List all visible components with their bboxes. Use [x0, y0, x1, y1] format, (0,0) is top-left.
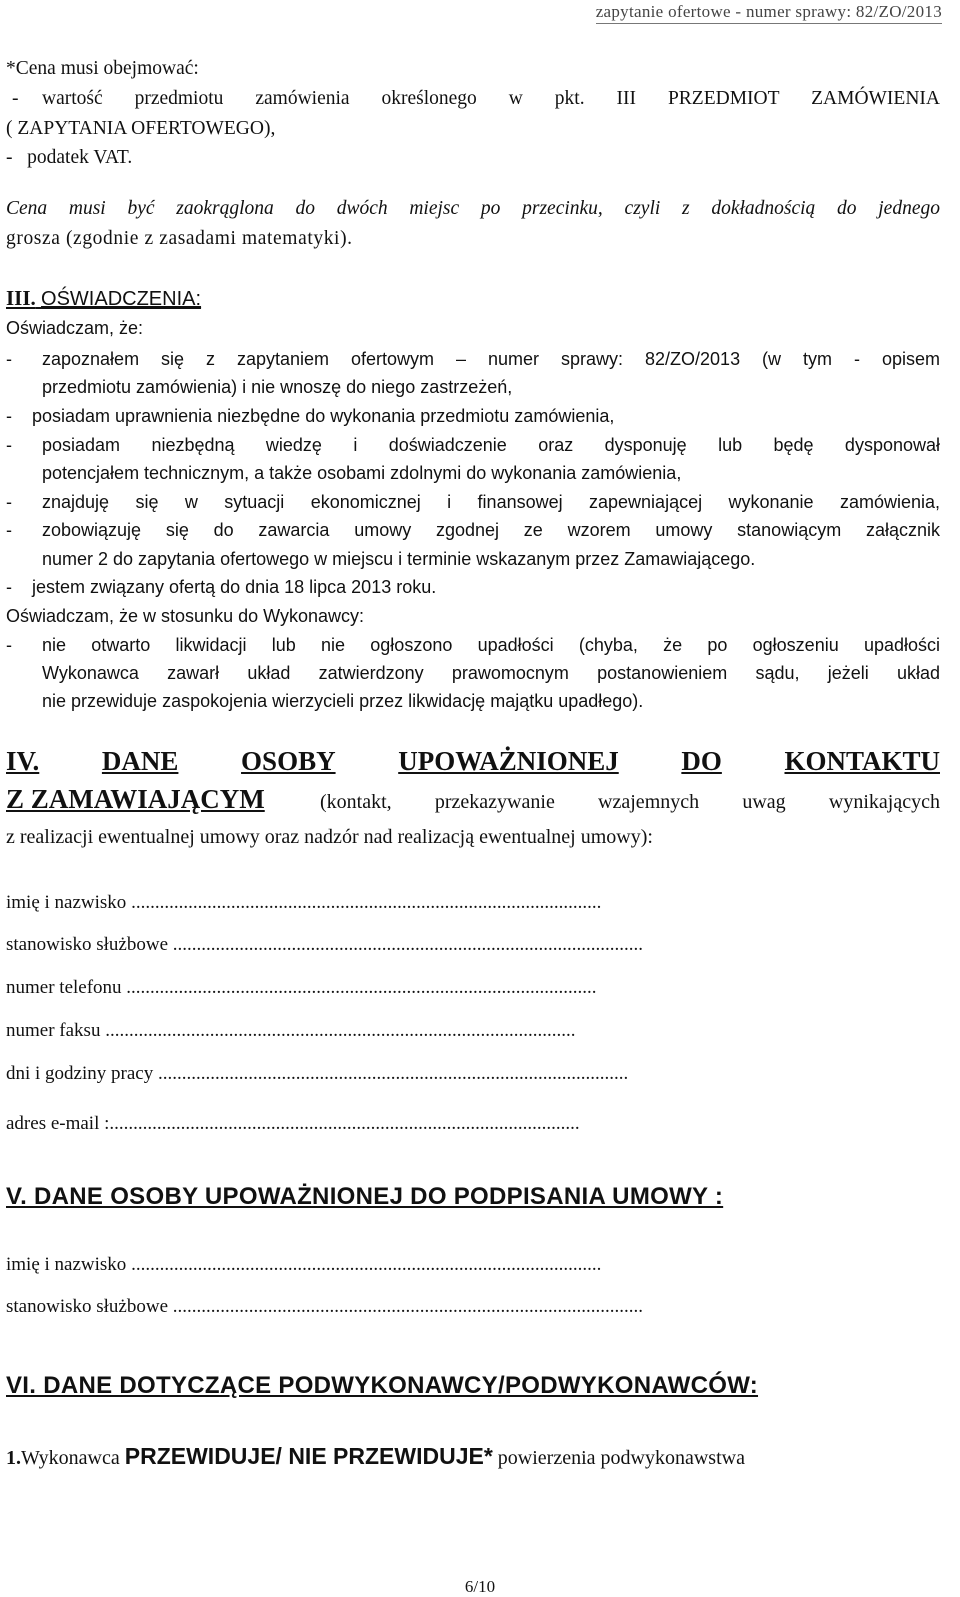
contractor-text-cont: Wykonawca zawarł układ zatwierdzony prawomocnym postanowieniem sądu, jeżeli układ — [42, 663, 940, 683]
field-dots: ................................................................................................... — [172, 934, 644, 955]
item-prefix: Wykonawca — [21, 1447, 120, 1469]
heading-word: DO — [681, 746, 722, 776]
declaration-text-cont: potencjałem technicznym, a także osobami zdolnymi do wykonania zamówienia, — [42, 463, 682, 483]
section-title: OŚWIADCZENIA: — [41, 288, 202, 310]
field-dots: ................................................................................................... — [126, 977, 597, 998]
field-label: stanowisko służbowe — [6, 1296, 169, 1317]
declaration-item: - jestem związany ofertą do dnia 18 lipca 2013 roku. — [6, 577, 437, 597]
declaration-text: znajduję się w sytuacji ekonomicznej i finansowej zapewniającej wykonanie zamówienia, — [42, 492, 940, 512]
subcontractor-item — [6, 1443, 745, 1470]
heading-word: KONTAKTU — [784, 746, 940, 776]
section-6-heading: VI. DANE DOTYCZĄCE PODWYKONAWCY/PODWYKONAWCÓW: — [6, 1372, 759, 1399]
contact-email-field[interactable] — [6, 1113, 930, 1135]
declaration-text: posiadam niezbędną wiedzę i doświadczenie oraz dysponuję lub będę dysponował — [42, 435, 940, 455]
running-header: zapytanie ofertowe - numer sprawy: 82/ZO/2013 — [596, 2, 942, 24]
section-4-description: (kontakt, przekazywanie wzajemnych uwag wynikających — [320, 791, 940, 813]
declaration-text: posiadam uprawnienia niezbędne do wykonania przedmiotu zamówienia, — [32, 406, 615, 426]
declaration-text: zapoznałem się z zapytaniem ofertowym – numer sprawy: 82/ZO/2013 (w tym - opisem — [42, 349, 940, 369]
contact-name-field[interactable] — [6, 892, 930, 914]
contact-fax-field[interactable] — [6, 1020, 930, 1042]
price-note-item-text: podatek VAT. — [27, 147, 133, 168]
field-dots: ................................................................................................... — [131, 892, 602, 913]
contact-phone-field[interactable] — [6, 977, 930, 999]
declaration-item: - posiadam uprawnienia niezbędne do wykonania przedmiotu zamówienia, — [6, 406, 615, 426]
declaration-text-cont: przedmiotu zamówienia) i nie wnoszę do niego zastrzeżeń, — [42, 377, 513, 397]
field-dots: ................................................................................................... — [105, 1020, 576, 1041]
field-dots: ................................................................................................... — [157, 1063, 629, 1084]
rounding-note-line: grosza (zgodnie z zasadami matematyki). — [6, 228, 353, 249]
section-5-heading: V. DANE OSOBY UPOWAŻNIONEJ DO PODPISANIA UMOWY : — [6, 1183, 724, 1210]
declaration-text: zobowiązuję się do zawarcia umowy zgodnej ze wzorem umowy stanowiącym załącznik — [42, 520, 940, 540]
field-label: dni i godziny pracy — [6, 1063, 154, 1084]
item-number: 1. — [6, 1447, 21, 1469]
section-4-heading-cont: Z ZAMAWIAJĄCYM — [6, 784, 265, 814]
field-dots: ................................................................................................... — [131, 1254, 602, 1275]
section-3-heading — [6, 286, 201, 311]
signatory-name-field[interactable] — [6, 1254, 930, 1276]
heading-word: OSOBY — [241, 746, 336, 776]
rounding-note-line: Cena musi być zaokrąglona do dwóch miejsc po przecinku, czyli z dokładnością do jednego — [6, 198, 940, 219]
contractor-intro: Oświadczam, że w stosunku do Wykonawcy: — [6, 606, 364, 626]
section-4-description-cont: z realizacji ewentualnej umowy oraz nadzór nad realizacją ewentualnej umowy): — [6, 826, 653, 848]
heading-word: UPOWAŻNIONEJ — [398, 746, 619, 776]
section-number: III. — [6, 286, 36, 310]
price-note-item-text: wartość przedmiotu zamówienia określonego w pkt. III PRZEDMIOT ZAMÓWIENIA — [42, 88, 940, 109]
field-label: adres e-mail : — [6, 1113, 110, 1134]
field-label: imię i nazwisko — [6, 892, 127, 913]
document-page: zapytanie ofertowe - numer sprawy: 82/ZO/2013 *Cena musi obejmować: - wartość przedmiotu zamówienia określonego w pkt. III PRZEDMIOT ZAMÓWIENIA ( ZAPYTANIA OFERTOWEGO), - podatek VAT. Cena musi być zaokrąglona do dwóch miejsc po przecinku, czyli z dokładnością do jednego grosza (zgodnie z zasadami matematyki). III. OŚWIADCZENIA: Oświadczam, że: - zapoznałem się z zapytaniem ofertowym – numer sprawy: 82/ZO/2013 (w tym - opisem przedmiotu zamówienia) i nie wnoszę do niego zastrzeżeń, - posiadam uprawnienia niezbędne do wykonania przedmiotu zamówienia, - posiadam niezbędną wiedzę i doświadczenie oraz dysponuję lub będę dysponował potencjałem technicznym, a także osobami zdolnymi do wykonania zamówienia, - znajduję się w sytuacji ekonomicznej i finansowej zapewniającej wykonanie zamówienia, - zobowiązuję się do zawarcia umowy zgodnej ze wzorem umowy stanowiącym załącznik numer 2 do zapytania ofertowego w miejscu i terminie wskazanym przez Zamawiającego. - jestem związany ofertą do dnia 18 lipca 2013 roku. Oświadczam, że w stosunku do Wykonawcy: - nie otwarto likwidacji lub nie ogłoszono upadłości (chyba, że po ogłoszeniu upadłości Wykonawca zawarł układ zatwierdzony prawomocnym postanowieniem sądu, jeżeli układ nie przewiduje zaspokojenia wierzycieli przez likwidację majątku upadłego). IV. DANE OSOBY UPOWAŻNIONEJ DO KONTAKTU Z ZAMAWIAJĄCYM (kontakt, przekazywanie wzajemnych uwag wynikających z realizacji ewentualnej umowy oraz nadzór nad realizacją ewentualnej umowy): imię i nazwisko ................................................................................................... stanowisko służbowe ................................................................................................... numer telefonu ................................................................................................... numer faksu ................................................................................................... dni i godziny pracy ................................................................................................... adres e-mail : ................................................................................................... V. DANE OSOBY UPOWAŻNIONEJ DO PODPISANIA UMOWY : imię i nazwisko ................................................................................................... stanowisko służbowe ................................................................................................... VI. DANE DOTYCZĄCE PODWYKONAWCY/PODWYKONAWCÓW: 1.Wykonawca PRZEWIDUJE/ NIE PRZEWIDUJE* powierzenia podwykonawstwa 6/10 — [0, 0, 960, 1597]
price-note-item: - podatek VAT. — [6, 147, 133, 168]
page-number: 6/10 — [464, 1577, 496, 1596]
field-label: stanowisko służbowe — [6, 934, 169, 955]
contact-position-field[interactable] — [6, 934, 930, 956]
contact-hours-field[interactable] — [6, 1063, 930, 1085]
field-label: numer telefonu — [6, 977, 122, 998]
field-label: imię i nazwisko — [6, 1254, 127, 1275]
item-rest: powierzenia podwykonawstwa — [497, 1447, 745, 1469]
contractor-text: nie otwarto likwidacji lub nie ogłoszono upadłości (chyba, że po ogłoszeniu upadłości — [42, 635, 940, 655]
field-label: numer faksu — [6, 1020, 101, 1041]
section-4-heading — [6, 746, 940, 777]
contractor-text-cont: nie przewiduje zaspokojenia wierzycieli przez likwidację majątku upadłego). — [42, 691, 644, 711]
declare-intro: Oświadczam, że: — [6, 318, 144, 338]
field-dots: ................................................................................................... — [172, 1296, 644, 1317]
heading-word: DANE — [101, 746, 179, 776]
declaration-text-cont: numer 2 do zapytania ofertowego w miejscu i terminie wskazanym przez Zamawiającego. — [42, 549, 756, 569]
heading-word: IV. — [6, 746, 40, 776]
price-note-item-cont: ( ZAPYTANIA OFERTOWEGO), — [6, 118, 276, 139]
signatory-position-field[interactable] — [6, 1296, 930, 1318]
field-dots: ................................................................................................... — [109, 1113, 580, 1134]
price-note-intro: *Cena musi obejmować: — [6, 58, 199, 79]
declaration-text: jestem związany ofertą do dnia 18 lipca 2013 roku. — [32, 577, 437, 597]
item-option[interactable]: PRZEWIDUJE/ NIE PRZEWIDUJE* — [124, 1443, 493, 1469]
section-4-heading-line2 — [6, 784, 940, 815]
